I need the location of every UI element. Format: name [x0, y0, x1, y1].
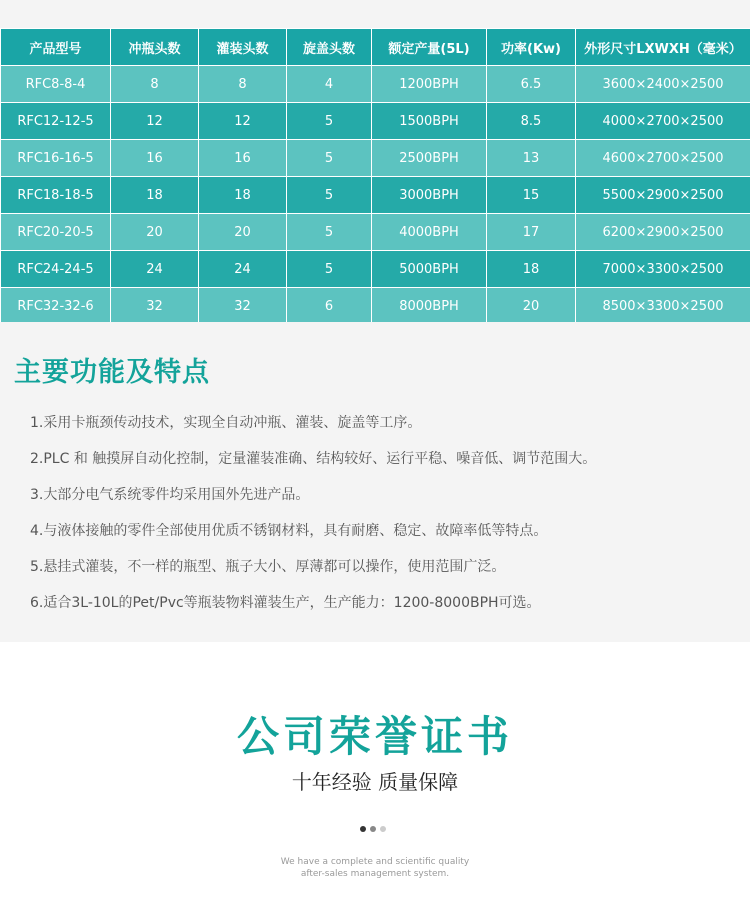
table-cell: 12 — [199, 103, 287, 140]
table-cell: 8.5 — [487, 103, 576, 140]
footer-line-1: We have a complete and scientific quality — [280, 857, 470, 867]
table-cell: 4000×2700×2500 — [576, 103, 750, 140]
table-cell: RFC8-8-4 — [1, 66, 111, 103]
table-cell: 20 — [199, 214, 287, 251]
table-row — [1, 214, 750, 251]
table-cell: 6.5 — [487, 66, 576, 103]
table-cell: 24 — [199, 251, 287, 288]
feature-item: 1.采用卡瓶颈传动技术，实现全自动冲瓶、灌装、旋盖等工序。 — [30, 415, 422, 431]
table-cell: 8000BPH — [372, 288, 487, 325]
table-cell: RFC18-18-5 — [1, 177, 111, 214]
table-cell: 5500×2900×2500 — [576, 177, 750, 214]
table-cell: 6200×2900×2500 — [576, 214, 750, 251]
features-section — [0, 322, 750, 642]
table-cell: 8 — [199, 66, 287, 103]
table-header-cell: 灌装头数 — [199, 29, 287, 66]
table-cell: 5 — [287, 103, 372, 140]
feature-item: 6.适合3L-10L的Pet/Pvc等瓶装物料灌装生产，生产能力：1200-8000BPH可选。 — [30, 595, 541, 611]
footer-line-2: after-sales management system. — [300, 869, 450, 879]
table-cell: 5 — [287, 177, 372, 214]
table-cell: 4000BPH — [372, 214, 487, 251]
table-cell: 18 — [199, 177, 287, 214]
table-cell: 8 — [111, 66, 199, 103]
table-cell: 12 — [111, 103, 199, 140]
footer-tagline — [0, 856, 750, 880]
table-header-cell: 冲瓶头数 — [111, 29, 199, 66]
table-cell: 1500BPH — [372, 103, 487, 140]
table-cell: 32 — [199, 288, 287, 325]
table-cell: 6 — [287, 288, 372, 325]
spec-table — [0, 28, 750, 325]
table-cell: 20 — [487, 288, 576, 325]
feature-item: 4.与液体接触的零件全部使用优质不锈钢材料，具有耐磨、稳定、故障率低等特点。 — [30, 523, 548, 539]
table-cell: 3600×2400×2500 — [576, 66, 750, 103]
table-cell: 4 — [287, 66, 372, 103]
table-cell: RFC32-32-6 — [1, 288, 111, 325]
table-cell: 2500BPH — [372, 140, 487, 177]
feature-item: 3.大部分电气系统零件均采用国外先进产品。 — [30, 487, 310, 503]
carousel-dot[interactable] — [380, 826, 386, 832]
table-cell: 8500×3300×2500 — [576, 288, 750, 325]
table-cell: 16 — [111, 140, 199, 177]
table-row — [1, 66, 750, 103]
table-cell: 7000×3300×2500 — [576, 251, 750, 288]
table-cell: RFC24-24-5 — [1, 251, 111, 288]
table-header-cell: 产品型号 — [1, 29, 111, 66]
table-row — [1, 177, 750, 214]
table-row — [1, 140, 750, 177]
table-cell: 16 — [199, 140, 287, 177]
table-cell: RFC16-16-5 — [1, 140, 111, 177]
table-cell: 5 — [287, 140, 372, 177]
table-cell: 18 — [487, 251, 576, 288]
table-cell: 13 — [487, 140, 576, 177]
table-header-cell: 旋盖头数 — [287, 29, 372, 66]
table-cell: RFC12-12-5 — [1, 103, 111, 140]
table-row — [1, 288, 750, 325]
table-cell: 5000BPH — [372, 251, 487, 288]
table-cell: 24 — [111, 251, 199, 288]
carousel-dots — [360, 826, 386, 832]
table-cell: 15 — [487, 177, 576, 214]
table-row — [1, 251, 750, 288]
table-cell: 3000BPH — [372, 177, 487, 214]
table-header-cell: 额定产量(5L) — [372, 29, 487, 66]
certificate-subtitle: 十年经验 质量保障 — [291, 770, 459, 794]
table-header-row — [1, 29, 750, 66]
carousel-dot[interactable] — [360, 826, 366, 832]
table-row — [1, 103, 750, 140]
table-cell: 20 — [111, 214, 199, 251]
carousel-dot[interactable] — [370, 826, 376, 832]
table-header-cell: 外形尺寸LXWXH（毫米） — [576, 29, 750, 66]
table-header-cell: 功率(Kw) — [487, 29, 576, 66]
table-cell: 18 — [111, 177, 199, 214]
certificate-title: 公司荣誉证书 — [236, 712, 513, 761]
table-cell: 32 — [111, 288, 199, 325]
table-cell: RFC20-20-5 — [1, 214, 111, 251]
certificate-section — [0, 642, 750, 911]
table-cell: 5 — [287, 214, 372, 251]
table-cell: 17 — [487, 214, 576, 251]
table-cell: 4600×2700×2500 — [576, 140, 750, 177]
table-cell: 1200BPH — [372, 66, 487, 103]
features-title: 主要功能及特点 — [14, 357, 210, 388]
spec-table-section — [0, 0, 750, 322]
feature-item: 5.悬挂式灌装，不一样的瓶型、瓶子大小、厚薄都可以操作，使用范围广泛。 — [30, 559, 506, 575]
feature-item: 2.PLC 和 触摸屏自动化控制，定量灌装准确、结构较好、运行平稳、噪音低、调节范围大。 — [30, 451, 597, 467]
table-cell: 5 — [287, 251, 372, 288]
